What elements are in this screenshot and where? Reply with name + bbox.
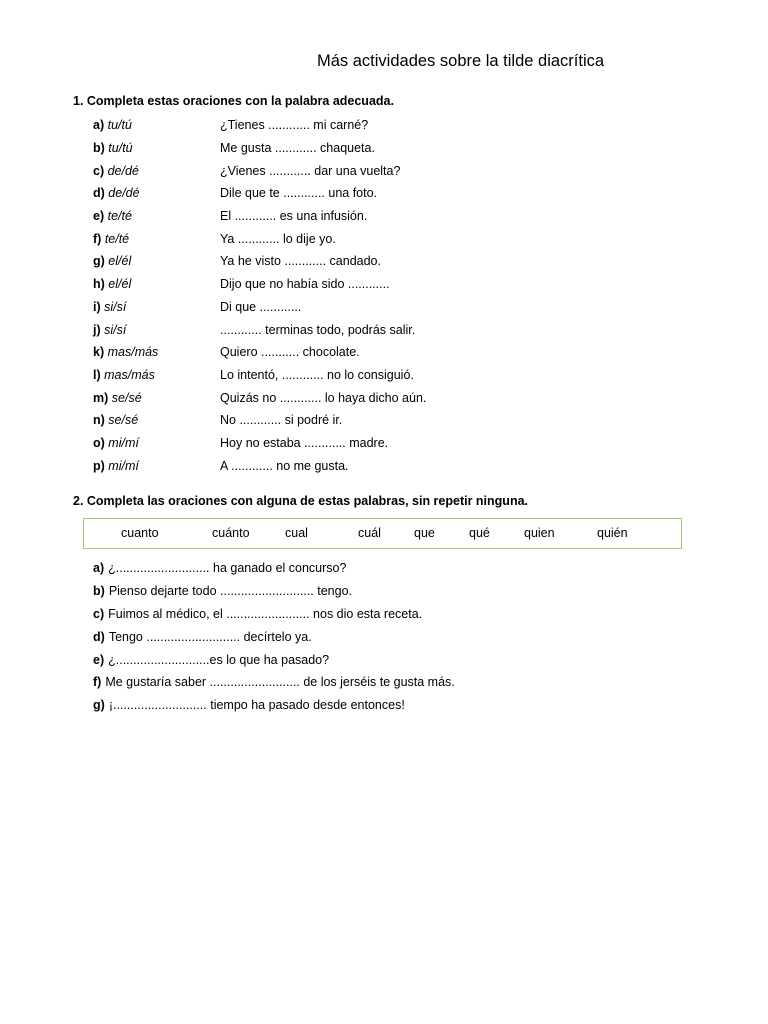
word-pair: mas/más: [107, 345, 159, 360]
sentence: Quiero ........... chocolate.: [220, 345, 360, 360]
list-item: [93, 341, 593, 364]
list-item: [93, 648, 653, 671]
word-pair: tu/tú: [107, 118, 132, 133]
word-bank-word: quién: [597, 526, 628, 540]
item-letter: g): [93, 698, 105, 713]
sentence: Dijo que no había sido ............: [220, 277, 390, 292]
item-letter: e): [93, 209, 105, 224]
list-item: [93, 205, 593, 228]
sentence: Fuimos al médico, el ........................ nos dio esta receta.: [108, 606, 423, 621]
page-title: Más actividades sobre la tilde diacrítica: [317, 52, 605, 70]
word-pair: de/dé: [108, 186, 140, 201]
word-pair: se/sé: [108, 413, 139, 428]
list-item: [93, 694, 653, 717]
sentence: Pienso dejarte todo ........................... tengo.: [108, 584, 352, 599]
list-item: [93, 182, 593, 205]
word-bank-word: qué: [469, 526, 490, 540]
item-letter: f): [93, 675, 102, 690]
word-bank-word: cuál: [358, 526, 381, 540]
exercise-2-list: [93, 557, 653, 717]
word-bank-word: que: [414, 526, 435, 540]
item-letter: b): [93, 141, 105, 156]
sentence: A ............ no me gusta.: [220, 458, 349, 473]
item-letter: n): [93, 413, 105, 428]
list-item: [93, 386, 593, 409]
sentence: Ya he visto ............ candado.: [220, 254, 381, 269]
sentence: Quizás no ............ lo haya dicho aún.: [220, 390, 427, 405]
sentence: Me gustaría saber .......................... de los jerséis te gusta más.: [105, 675, 455, 690]
sentence: ¿........................... ha ganado el concurso?: [108, 561, 347, 576]
list-item: [93, 671, 653, 694]
sentence: Di que ............: [220, 299, 302, 314]
word-bank-word: cuanto: [121, 526, 159, 540]
item-letter: d): [93, 186, 105, 201]
item-letter: p): [93, 458, 105, 473]
item-letter: b): [93, 584, 105, 599]
sentence: ............ terminas todo, podrás salir.: [220, 322, 416, 337]
list-item: [93, 250, 593, 273]
list-item: [93, 454, 593, 477]
sentence: Lo intentó, ............ no lo consiguió.: [220, 367, 414, 382]
sentence: Me gusta ............ chaqueta.: [220, 141, 375, 156]
sentence: ¿Tienes ............ mi carné?: [220, 118, 369, 133]
item-letter: c): [93, 606, 105, 621]
list-item: [93, 432, 593, 455]
item-letter: a): [93, 561, 105, 576]
word-pair: el/él: [108, 277, 132, 292]
word-pair: tu/tú: [108, 141, 133, 156]
item-letter: k): [93, 345, 105, 360]
item-letter: j): [93, 322, 101, 337]
item-letter: i): [93, 299, 101, 314]
list-item: [93, 557, 653, 580]
word-pair: te/té: [107, 209, 132, 224]
sentence: No ............ si podré ir.: [220, 413, 343, 428]
sentence: Tengo ........................... decírtelo ya.: [108, 629, 312, 644]
item-letter: g): [93, 254, 105, 269]
word-pair: mi/mí: [108, 435, 139, 450]
sentence: El ............ es una infusión.: [220, 209, 368, 224]
exercise-1-list: [93, 114, 593, 477]
list-item: [93, 114, 593, 137]
item-letter: e): [93, 652, 105, 667]
exercise-2-heading: 2. Completa las oraciones con alguna de estas palabras, sin repetir ninguna.: [73, 494, 528, 508]
word-pair: te/té: [104, 231, 130, 246]
sentence: ¡........................... tiempo ha pasado desde entonces!: [108, 698, 405, 713]
exercise-1-heading: 1. Completa estas oraciones con la palabra adecuada.: [73, 94, 394, 108]
list-item: [93, 625, 653, 648]
list-item: [93, 227, 593, 250]
word-pair: mi/mí: [108, 458, 139, 473]
item-letter: f): [93, 231, 102, 246]
word-pair: si/sí: [104, 299, 127, 314]
sentence: ¿...........................es lo que ha pasado?: [108, 652, 330, 667]
item-letter: h): [93, 277, 105, 292]
item-letter: m): [93, 390, 109, 405]
word-bank-word: quien: [524, 526, 555, 540]
item-letter: c): [93, 163, 105, 178]
list-item: [93, 318, 593, 341]
item-letter: l): [93, 367, 101, 382]
list-item: [93, 137, 593, 160]
list-item: [93, 296, 593, 319]
word-bank-word: cual: [285, 526, 308, 540]
sentence: ¿Vienes ............ dar una vuelta?: [220, 163, 401, 178]
word-pair: el/él: [108, 254, 132, 269]
word-pair: si/sí: [104, 322, 127, 337]
item-letter: d): [93, 629, 105, 644]
word-pair: mas/más: [104, 367, 155, 382]
word-pair: se/sé: [111, 390, 142, 405]
item-letter: o): [93, 435, 105, 450]
list-item: [93, 273, 593, 296]
list-item: [93, 580, 653, 603]
list-item: [93, 603, 653, 626]
list-item: [93, 409, 593, 432]
word-pair: de/dé: [107, 163, 139, 178]
sentence: Hoy no estaba ............ madre.: [220, 435, 389, 450]
list-item: [93, 159, 593, 182]
word-bank: [83, 518, 682, 549]
item-letter: a): [93, 118, 105, 133]
sentence: Dile que te ............ una foto.: [220, 186, 378, 201]
word-bank-word: cuánto: [212, 526, 250, 540]
list-item: [93, 364, 593, 387]
sentence: Ya ............ lo dije yo.: [220, 231, 336, 246]
